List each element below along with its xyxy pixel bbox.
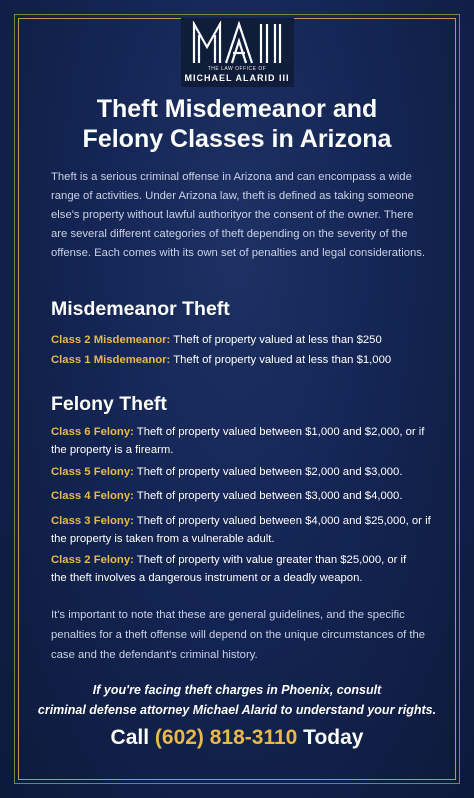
class-label: Class 3 Felony:	[51, 515, 134, 527]
mai-logo-mark	[191, 21, 283, 65]
class-label: Class 4 Felony:	[51, 490, 134, 502]
title-line-1: Theft Misdemeanor and	[96, 95, 378, 123]
firm-logo	[0, 18, 474, 87]
misdemeanor-item	[51, 331, 441, 349]
logo-box	[181, 18, 294, 87]
logo-subtitle: THE LAW OFFICE OF	[207, 66, 267, 72]
class-description: Theft of property valued between $3,000 and $4,000.	[133, 490, 403, 502]
call-prefix: Call	[110, 726, 155, 749]
phone-number[interactable]: (602) 818-3110	[154, 726, 298, 749]
felony-item	[51, 551, 421, 587]
felony-item	[51, 423, 431, 459]
cta-line-2: criminal defense attorney Michael Alarid to understand your rights.	[37, 703, 437, 717]
class-label: Class 6 Felony:	[51, 426, 134, 438]
class-label: Class 2 Misdemeanor:	[51, 334, 171, 346]
class-description: Theft of property valued between $4,000 and $25,000, or if the property is taken from a vulnerable adult.	[51, 515, 431, 545]
class-description: Theft of property valued between $1,000 and $2,000, or if the property is a firearm.	[51, 426, 425, 456]
felony-item	[51, 487, 441, 505]
class-label: Class 1 Misdemeanor:	[51, 354, 171, 366]
cta-line-1: If you're facing theft charges in Phoenix, consult	[92, 683, 382, 697]
call-suffix: Today	[297, 726, 364, 749]
call-to-action	[0, 680, 474, 720]
disclaimer-note: It's important to note that these are general guidelines, and the specific penalties for a theft offense will depend on the unique circumstances of the case and the defendant's criminal history.	[51, 609, 426, 661]
call-line	[0, 726, 474, 750]
class-label: Class 2 Felony:	[51, 554, 134, 566]
class-label: Class 5 Felony:	[51, 466, 134, 478]
class-description: Theft of property valued between $2,000 and $3,000.	[133, 466, 403, 478]
class-description: Theft of property valued at less than $1,000	[170, 354, 392, 366]
felony-heading: Felony Theft	[51, 393, 167, 415]
felony-item	[51, 512, 436, 548]
class-description: Theft of property with value greater than $25,000, or if the theft involves a dangerous instrument or a deadly weapon.	[51, 554, 407, 584]
intro-paragraph: Theft is a serious criminal offense in Arizona and can encompass a wide range of activities. Under Arizona law, theft is defined as taking someone else's property without lawful authorityor the consent of the owner. There are several different categories of theft depending on the severity of the offense. Each comes with its own set of penalties and legal considerations.	[51, 171, 426, 259]
misdemeanor-item	[51, 351, 441, 369]
class-description: Theft of property valued at less than $250	[170, 334, 382, 346]
page-title	[0, 94, 474, 154]
misdemeanor-heading: Misdemeanor Theft	[51, 298, 230, 320]
felony-item	[51, 463, 441, 481]
title-line-2: Felony Classes in Arizona	[82, 125, 392, 153]
logo-firm-name: MICHAEL ALARID III	[184, 73, 290, 83]
